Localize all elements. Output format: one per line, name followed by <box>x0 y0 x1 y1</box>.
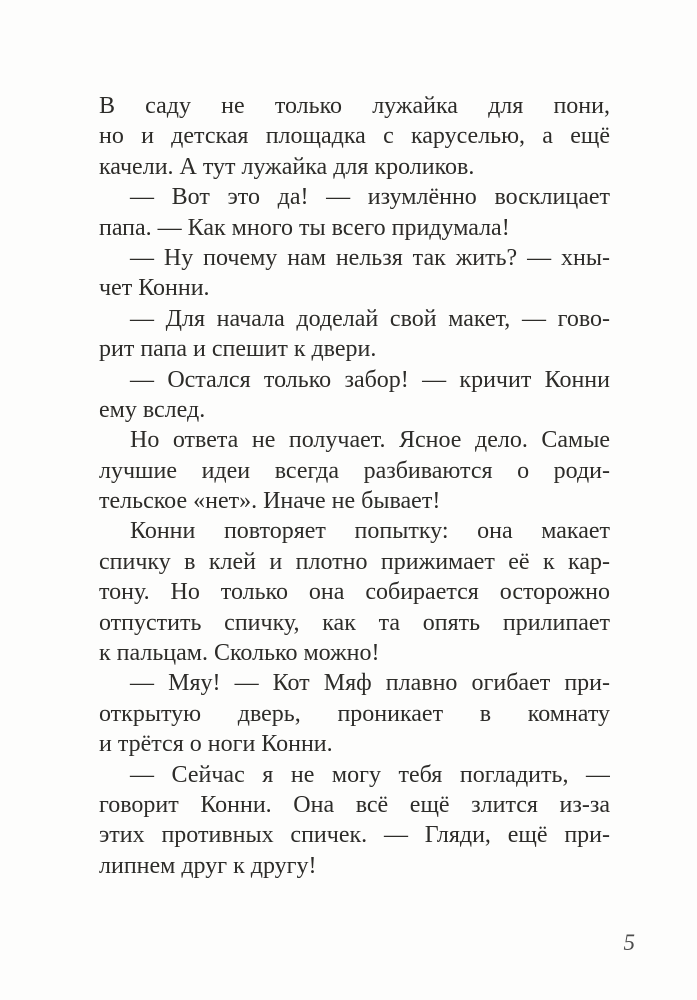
page-number: 5 <box>623 930 635 955</box>
text-line: и трётся о ноги Конни. <box>99 731 333 758</box>
paragraph <box>99 182 610 243</box>
text-line: чет Конни. <box>99 275 210 302</box>
text-line: спичку в клей и плотно прижимает её к кар- <box>99 548 610 575</box>
paragraph <box>99 425 610 516</box>
text-line: липнем друг к другу! <box>99 852 317 879</box>
text-line: — Для начала доделай свой макет, — гово- <box>130 305 610 332</box>
text-line: но и детская площадка с каруселью, а ещё <box>99 123 610 150</box>
body-text <box>99 91 610 881</box>
text-line: папа. — Как много ты всего придумала! <box>99 214 510 241</box>
text-line: открытую дверь, проникает в комнату <box>99 700 610 727</box>
text-line: рит папа и спешит к двери. <box>99 336 377 363</box>
text-line: Но ответа не получает. Ясное дело. Самые <box>130 427 610 454</box>
text-line: к пальцам. Сколько можно! <box>99 640 380 667</box>
paragraph <box>99 668 610 759</box>
text-line: качели. А тут лужайка для кроликов. <box>99 153 475 180</box>
text-line: — Мяу! — Кот Мяф плавно огибает при- <box>130 670 610 697</box>
text-line: — Остался только забор! — кричит Конни <box>130 366 610 393</box>
text-line: Конни повторяет попытку: она макает <box>130 518 610 545</box>
text-line: тельское «нет». Иначе не бывает! <box>99 488 441 515</box>
paragraph <box>99 365 610 426</box>
text-line: ему вслед. <box>99 396 206 423</box>
paragraph <box>99 91 610 182</box>
text-line: — Сейчас я не могу тебя погладить, — <box>130 761 610 788</box>
paragraph <box>99 243 610 304</box>
text-line: отпустить спичку, как та опять прилипает <box>99 609 610 636</box>
text-line: говорит Конни. Она всё ещё злится из-за <box>99 791 610 818</box>
text-line: — Вот это да! — изумлённо восклицает <box>130 184 610 211</box>
text-line: этих противных спичек. — Гляди, ещё при- <box>99 822 610 849</box>
text-line: В саду не только лужайка для пони, <box>99 93 610 119</box>
paragraph <box>99 760 610 882</box>
paragraph <box>99 516 610 668</box>
text-line: лучшие идеи всегда разбиваются о роди- <box>99 457 610 484</box>
text-line: тону. Но только она собирается осторожно <box>99 579 610 606</box>
paragraph <box>99 304 610 365</box>
text-line: — Ну почему нам нельзя так жить? — хны- <box>130 244 610 271</box>
